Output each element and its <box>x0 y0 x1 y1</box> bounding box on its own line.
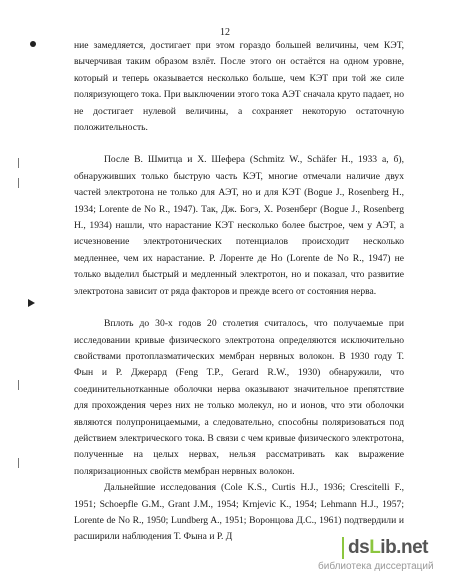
watermark-logo-text: dsLib.net <box>348 537 428 558</box>
scan-dash-mark <box>18 380 19 390</box>
watermark-caption: библиотека диссертаций <box>318 561 434 572</box>
paragraph-1: ние замедляется, достигает при этом гораздо большей величины, чем КЭТ, вычерчивая таким образом взлёт. После этого он остаётся на одном уровне, который и теперь оказывается несколько больше, чем КЭТ при той же силе поляризующего тока. При выключении этого тока АЭТ сначала круто падает, но не достигает нулевой величины, а сохраняет некоторую остаточную положительность. <box>74 40 404 134</box>
paragraph-3: Вплоть до 30-х годов 20 столетия считалось, что получаемые при исследовании кривые физического электротона определяются исключительно свойствами протоплазматических мембран нервных волокон. В 1930 году Т. Фын и Р. Джерард (Feng T.P., Gerard R.W., 1930) обнаружили, что соединительнотканные оболочки нерва оказывают значительное препятствие для прохождения через них не только молекул, но и ионов, что эти оболочки являются полупроницаемыми, а следовательно, способны поляризоваться под действием электрического тока. В связи с чем кривые физического электротона, полученные на целых нервах, нельзя рассматривать как выражение поляризационных свойств мембран нервных волокон. <box>74 318 404 477</box>
scan-dot-mark <box>30 41 36 47</box>
page-number: 12 <box>220 27 230 38</box>
body-text <box>74 38 404 546</box>
paragraph-4: Дальнейшие исследования (Cole K.S., Curtis H.J., 1936; Crescitelli F., 1951; Schoepfle G.M., Grant J.M., 1954; Krnjevic K., 1954; Lehmann H.J., 1957; Lorente de No R., 1950; Lundberg A., 1951; Воронцова Д.С., 1961) подтвердили и расширили наблюдения Т. Фына и Р. Д <box>74 482 404 543</box>
scan-dash-mark <box>18 458 19 468</box>
paragraph-2: После В. Шмитца и Х. Шефера (Schmitz W., Schäfer H., 1933 а, б), обнаруживших только быструю часть КЭТ, многие отмечали наличие двух частей электротона не только для АЭТ, но и для КЭТ (Bogue J., Rosenberg H., 1934; Lorente de No R., 1947). Так, Дж. Богэ, Х. Розенберг (Bogue J., Rosenberg H., 1934) нашли, что нарастание КЭТ несколько более быстрое, чем у АЭТ, а исчезновение электротонических потенциалов происходит несколько медленнее, чем их нарастание. Р. Лоренте де Но (Lorente de No R., 1947) не только выделил быстрый и медленный электротон, но и показал, что развитие электротона зависит от ряда факторов и прежде всего от состояния нерва. <box>74 154 404 297</box>
watermark-accent-line <box>342 537 344 559</box>
scan-arrow-mark <box>28 299 35 307</box>
scan-dash-mark <box>18 158 19 168</box>
scan-dash-mark <box>18 178 19 188</box>
watermark-logo <box>342 537 428 559</box>
